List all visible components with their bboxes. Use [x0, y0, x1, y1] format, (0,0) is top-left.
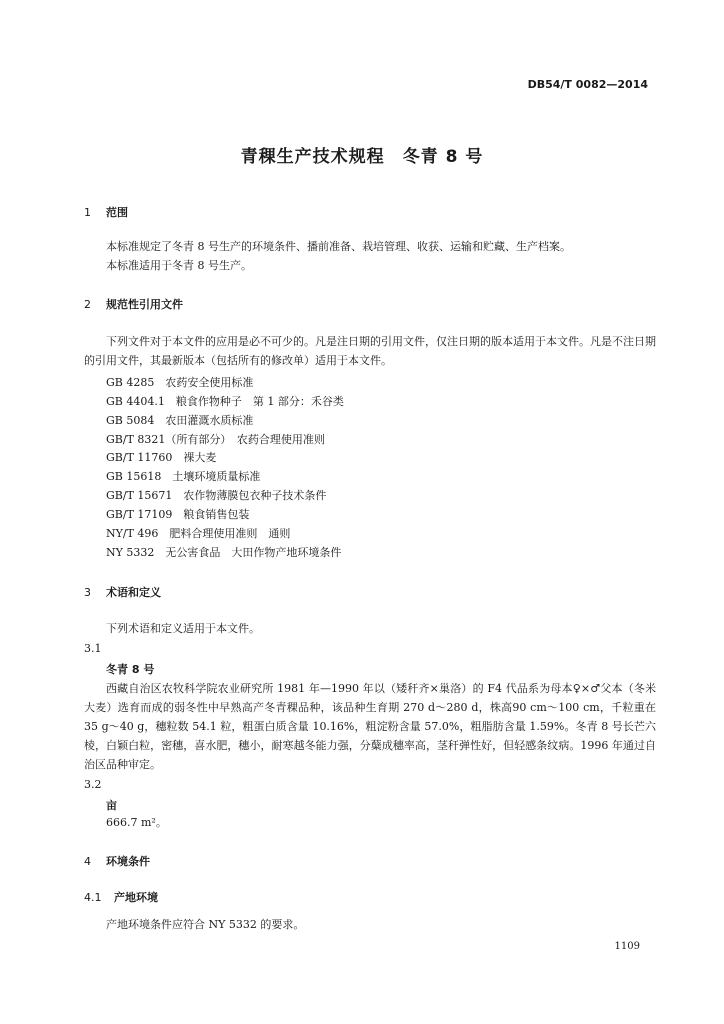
section-number: 2 — [84, 298, 91, 311]
section-title: 范围 — [106, 206, 128, 219]
section-2-heading — [84, 296, 183, 312]
reference-item: GB 15618 土壤环境质量标准 — [106, 470, 261, 483]
reference-item: NY 5332 无公害食品 大田作物产地环境条件 — [106, 546, 342, 559]
reference-item: GB 5084 农田灌溉水质标准 — [106, 414, 254, 427]
environment-paragraph: 产地环境条件应符合 NY 5332 的要求。 — [106, 918, 305, 931]
reference-item: GB/T 11760 裸大麦 — [106, 451, 217, 464]
term-number: 3.1 — [84, 642, 102, 655]
section-title: 环境条件 — [106, 855, 150, 868]
section-title: 规范性引用文件 — [106, 298, 183, 311]
document-title: 青稞生产技术规程 冬青 8 号 — [240, 147, 484, 167]
section-number: 1 — [84, 206, 91, 219]
section-number: 4 — [84, 855, 91, 868]
references-intro: 下列文件对于本文件的应用是必不可少的。凡是注日期的引用文件，仅注日期的版本适用于本文件。凡是不注日期的引用文件，其最新版本（包括所有的修改单）适用于本文件。 — [84, 335, 656, 367]
section-3-heading — [84, 584, 161, 600]
reference-item: GB 4285 农药安全使用标准 — [106, 376, 254, 389]
page-number: 1109 — [614, 941, 640, 952]
term-number: 3.2 — [84, 778, 102, 791]
document-code: DB54/T 0082—2014 — [527, 78, 648, 91]
subsection-number: 4.1 — [84, 891, 102, 904]
term-definition: 西藏自治区农牧科学院农业研究所 1981 年—1990 年以（矮秆齐×巢洛）的 F4 代品系为母本♀×♂父本（冬米大麦）选育而成的弱冬性中早熟高产冬青稞品种，该品种生育期 270 d～280 d，株高90 cm～100 cm，千粒重在 35 g～40 g，穗粒数 54.1 粒，粗蛋白质含量 10.16%，粗淀粉含量 57.0%，粗脂肪含量 1.59%。冬青 8 号长芒六棱，白颖白粒，密穗，喜水肥，穗小，耐寒越冬能力强，分蘖成穗率高，茎秆弹性好，但轻感条纹病。1996 年通过自治区品种审定。 — [84, 682, 656, 771]
subsection-title: 产地环境 — [114, 891, 158, 904]
section-number: 3 — [84, 586, 91, 599]
terms-intro: 下列术语和定义适用于本文件。 — [106, 622, 260, 635]
scope-paragraph: 本标准规定了冬青 8 号生产的环境条件、播前准备、栽培管理、收获、运输和贮藏、生产档案。 — [106, 240, 571, 253]
reference-item: GB/T 8321（所有部分） 农药合理使用准则 — [106, 433, 325, 446]
reference-item: NY/T 496 肥料合理使用准则 通则 — [106, 527, 291, 540]
subsection-heading — [84, 889, 158, 905]
term-name: 亩 — [106, 799, 117, 812]
section-4-heading — [84, 853, 150, 869]
term-definition: 666.7 m²。 — [106, 816, 167, 829]
reference-item: GB/T 15671 农作物薄膜包衣种子技术条件 — [106, 489, 327, 502]
section-title: 术语和定义 — [106, 586, 161, 599]
term-name: 冬青 8 号 — [106, 663, 155, 676]
scope-applicability: 本标准适用于冬青 8 号生产。 — [106, 259, 252, 272]
section-1-heading — [84, 204, 128, 220]
reference-item: GB/T 17109 粮食销售包装 — [106, 508, 250, 521]
reference-item: GB 4404.1 粮食作物种子 第 1 部分：禾谷类 — [106, 395, 344, 408]
